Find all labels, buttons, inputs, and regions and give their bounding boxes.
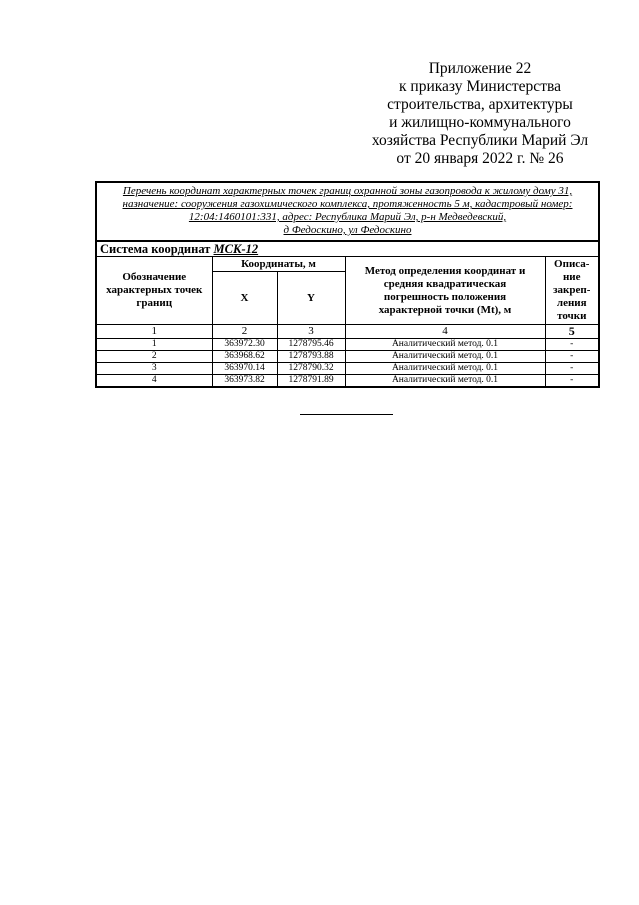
header-coordinates: Координаты, м — [212, 257, 345, 272]
header-description: Описа- ние закреп- ления точки — [545, 257, 599, 325]
header-line: к приказу Министерства — [399, 78, 561, 95]
table-row: 2 363968.62 1278793.88 Аналитический метод. 0.1 - — [96, 351, 599, 363]
header-line: хозяйства Республики Марий Эл — [371, 132, 589, 149]
title-line: Перечень координат характерных точек границ охранной зоны газопровода к жилому дому 31, — [122, 185, 573, 197]
coordinate-system — [96, 241, 599, 257]
document-header — [330, 60, 630, 168]
separator-line — [300, 414, 393, 415]
table-row: 1 363972.30 1278795.46 Аналитический метод. 0.1 - — [96, 339, 599, 351]
table-row: 3 363970.14 1278790.32 Аналитический метод. 0.1 - — [96, 363, 599, 375]
header-x: X — [212, 272, 277, 325]
header-line: строительства, архитектуры — [387, 96, 573, 113]
system-label: Система координат — [100, 242, 211, 256]
header-line: и жилищно-коммунального — [389, 114, 571, 131]
coordinates-table — [95, 181, 600, 388]
header-y: Y — [277, 272, 345, 325]
title-line: назначение: сооружения газохимического комплекса, протяженность 5 м, кадастровый номер: — [122, 198, 573, 210]
header-line: Приложение 22 — [428, 60, 532, 77]
header-line: от 20 января 2022 г. № 26 — [396, 150, 564, 167]
title-line: 12:04:1460101:331, адрес: Республика Марий Эл, р-н Медведевский, — [188, 211, 507, 223]
table-row: 4 363973.82 1278791.89 Аналитический метод. 0.1 - — [96, 375, 599, 388]
header-designation: Обозначение характерных точек границ — [96, 257, 212, 325]
column-numbers-row: 1 2 3 4 5 — [96, 325, 599, 339]
table-title — [96, 182, 599, 241]
header-method: Метод определения координат и средняя квадратическая погрешность положения характерной точки (Mt), м — [345, 257, 545, 325]
title-line: д Федоскино, ул Федоскино — [283, 224, 412, 236]
system-value: МСК-12 — [213, 242, 259, 256]
